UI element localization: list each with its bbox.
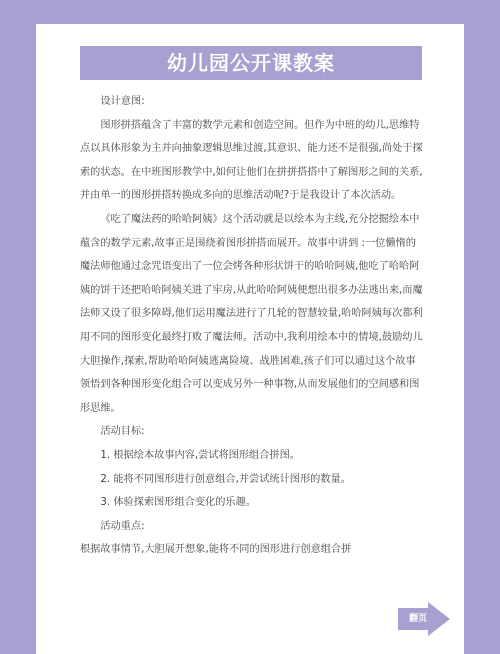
section-heading: 活动目标: (100, 426, 145, 438)
document-body (80, 90, 424, 562)
list-item: 1. 根据绘本故事内容,尝试将图形组合拼图。 (100, 449, 300, 461)
section-heading: 活动重点: (100, 520, 145, 532)
paragraph: 图形拼搭蕴含了丰富的数学元素和创造空间。但作为中班的幼儿,思维特点以具体形象为主并向抽象逻辑思维过渡,其意识、能力还不是很强,尚处于探索的状态。在中班图形教学中,如何让他们在拼拼搭搭中了解图形之间的关系,并由单一的图形拼搭转换成多向的思维活动呢?于是我设计了本次活动。 (80, 119, 423, 202)
document-page (36, 24, 464, 654)
next-page-label: 翻页 (408, 614, 427, 624)
page-title: 幼儿园公开课教案 (80, 46, 422, 80)
paragraph: 《吃了魔法药的哈哈阿姨》这个活动就是以绘本为主线,充分挖掘绘本中蕴含的数学元素,故事正是围绕着图形拼搭而展开。故事中讲到 :一位懒惰的魔法师他通过念咒语变出了一位会烤各种形状饼干的哈哈阿姨,他吃了哈哈阿姨的饼干还把哈哈阿姨关进了牢房,从此哈哈阿姨便想出很多办法逃出来,而魔法师又设了很多障碍,他们运用魔法进行了几轮的智慧较量,哈哈阿姨每次都利用不同的图形变化最终打败了魔法师。活动中,我利用绘本中的情境,鼓励幼儿大胆操作,探索,帮助哈哈阿姨逃离险境、战胜困难,孩子们可以通过这个故事领悟到各种图形变化组合可以变成另外一种事物,从而发展他们的空间感和图形思维。 (80, 213, 423, 414)
list-item: 3. 体验探索图形组合变化的乐趣。 (100, 497, 256, 509)
paragraph: 根据故事情节,大胆展开想象,能将不同的图形进行创意组合拼 (80, 544, 352, 556)
list-item: 2. 能将不同图形进行创意组合,并尝试统计图形的数量。 (100, 473, 351, 485)
section-heading: 设计意图: (100, 96, 145, 107)
next-page-button[interactable] (398, 602, 450, 636)
